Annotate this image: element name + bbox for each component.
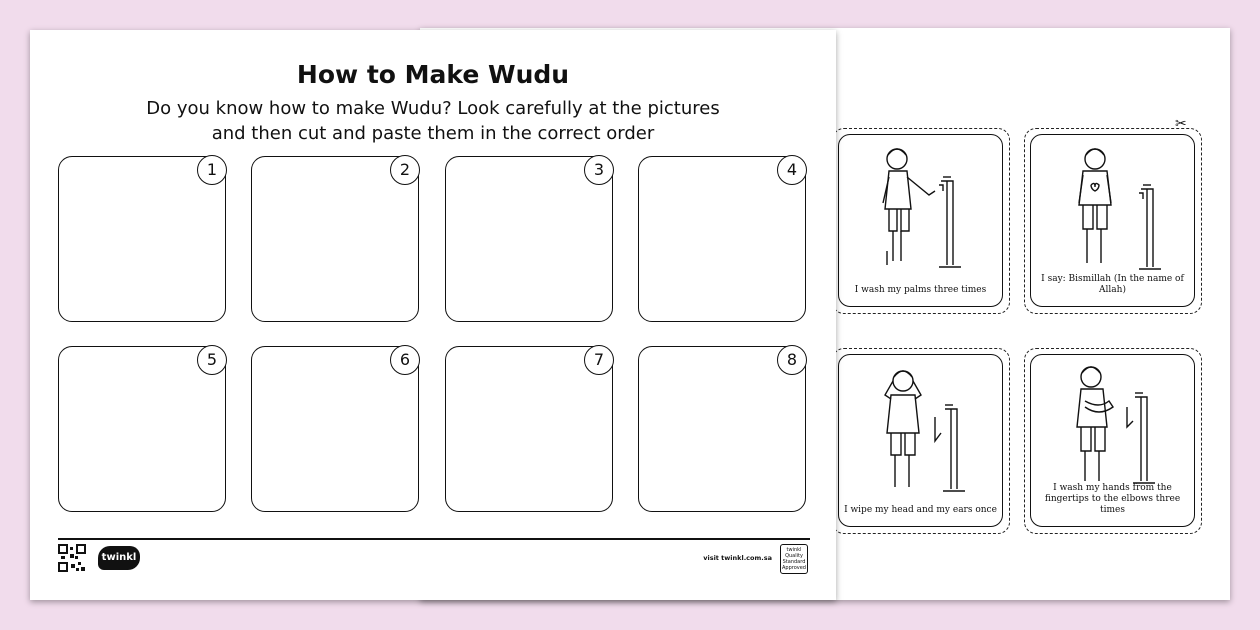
card-caption: I wash my hands from the fingertips to the elbows three times [1044, 483, 1181, 515]
scissors-icon: ✂ [1175, 116, 1187, 132]
paste-box[interactable] [58, 346, 226, 512]
cutout-card-wrapper [1024, 128, 1202, 314]
boy-washing-arms-illustration [1051, 361, 1176, 501]
quality-badge: twinkl Quality Standard Approved [780, 544, 808, 574]
footer-website: visit twinkl.com.sa [703, 554, 772, 562]
instructions [30, 96, 836, 146]
cutout-card-wrapper [832, 128, 1010, 314]
box-number: 1 [197, 155, 227, 185]
instructions-line-2: and then cut and paste them in the correct order [211, 123, 655, 144]
qr-code-icon [58, 544, 86, 572]
boy-washing-palms-illustration [859, 141, 984, 281]
box-number: 2 [390, 155, 420, 185]
footer-divider [58, 538, 810, 540]
card-caption: I wipe my head and my ears once [844, 505, 997, 515]
paste-box[interactable] [251, 156, 419, 322]
boy-standing-illustration [1051, 141, 1176, 281]
instructions-line-1: Do you know how to make Wudu? Look carefully at the pictures [146, 98, 720, 119]
worksheet-page [30, 30, 836, 600]
paste-box[interactable] [638, 346, 806, 512]
cutout-card[interactable] [838, 134, 1003, 307]
paste-box[interactable] [445, 346, 613, 512]
cutout-card-wrapper [832, 348, 1010, 534]
cutout-card[interactable] [1030, 354, 1195, 527]
box-number: 7 [584, 345, 614, 375]
twinkl-logo: twinkl [98, 546, 140, 570]
box-number: 6 [390, 345, 420, 375]
paste-box[interactable] [251, 346, 419, 512]
card-caption: I say: Bismillah (In the name of Allah) [1041, 274, 1184, 295]
box-number: 5 [197, 345, 227, 375]
boy-wiping-head-illustration [859, 361, 984, 501]
paste-box[interactable] [445, 156, 613, 322]
card-caption: I wash my palms three times [854, 285, 987, 295]
page-title: How to Make Wudu [296, 60, 570, 89]
cutout-card[interactable] [1030, 134, 1195, 307]
box-number: 3 [584, 155, 614, 185]
cutout-card[interactable] [838, 354, 1003, 527]
box-number: 8 [777, 345, 807, 375]
cutout-card-wrapper [1024, 348, 1202, 534]
paste-box[interactable] [58, 156, 226, 322]
box-number: 4 [777, 155, 807, 185]
paste-box[interactable] [638, 156, 806, 322]
